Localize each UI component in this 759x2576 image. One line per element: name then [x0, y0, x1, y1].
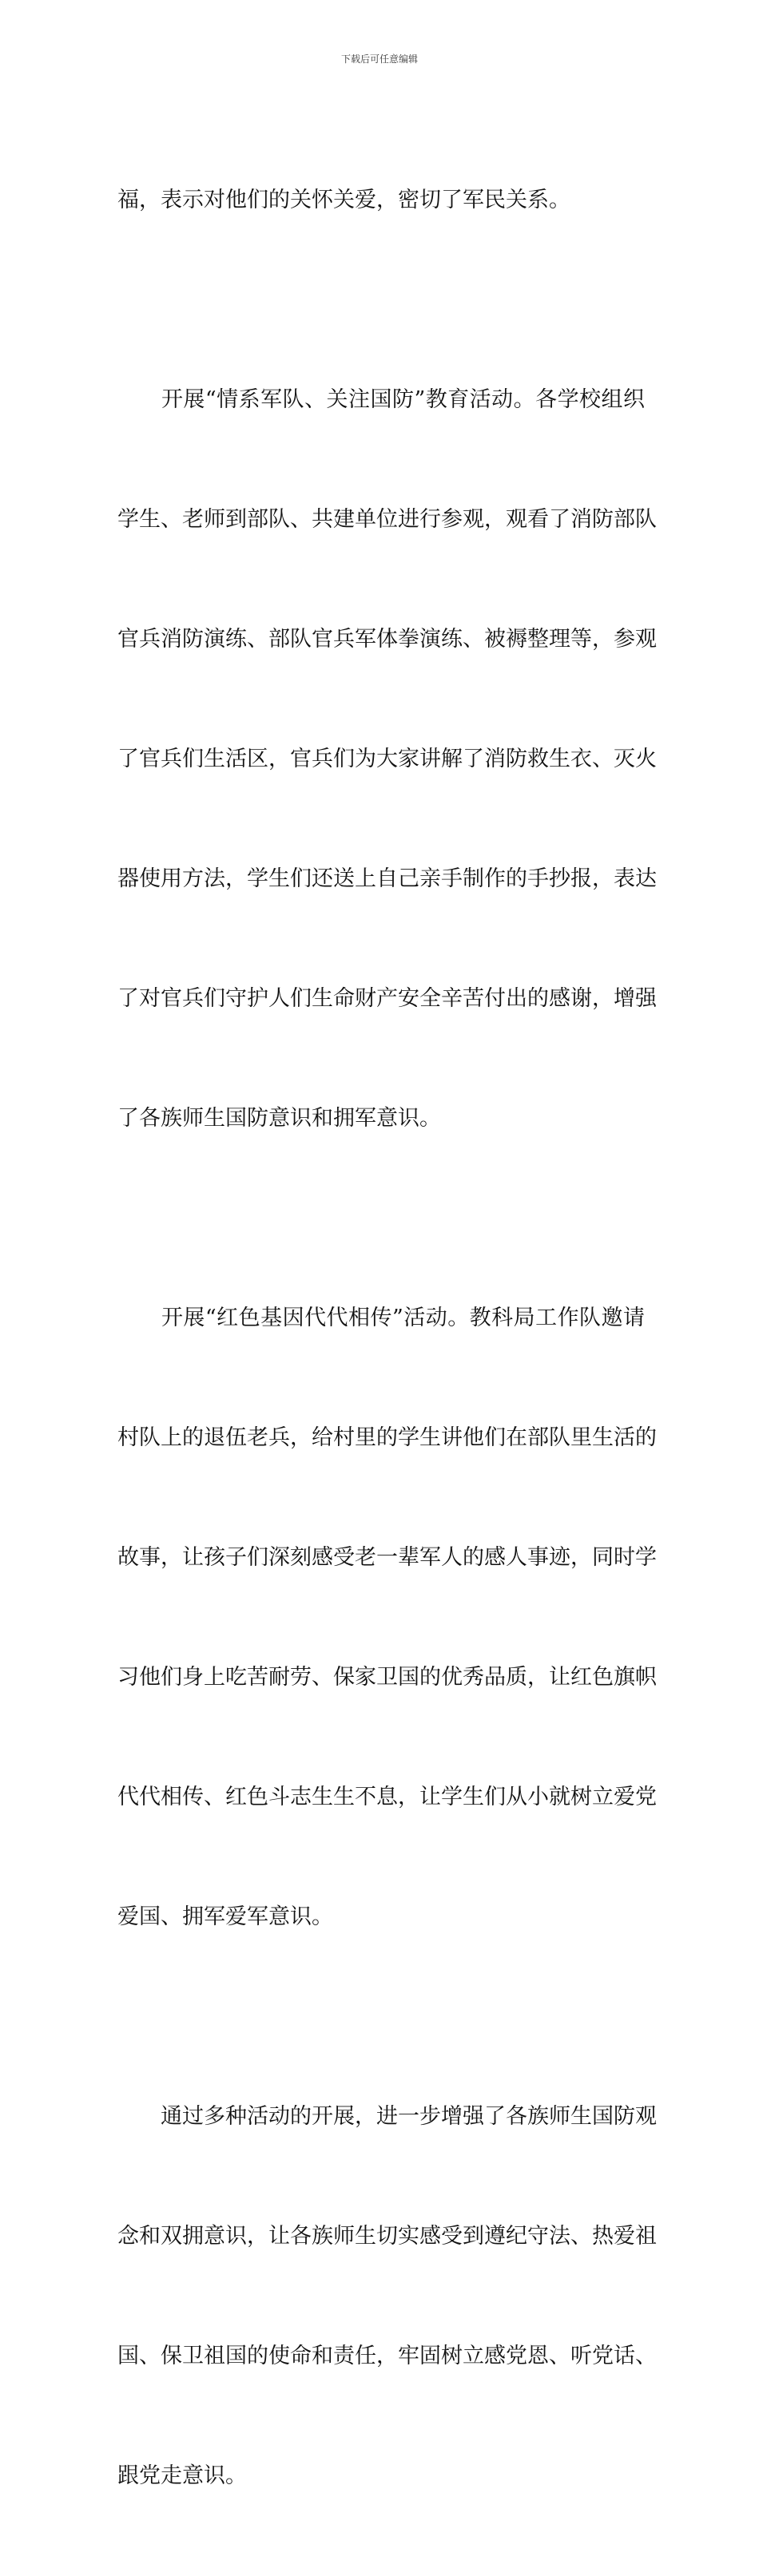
text-line: 爱国、拥军爱军意识。: [117, 1904, 333, 1929]
text-line: 器使用方法，学生们还送上自己亲手制作的手抄报，表达: [117, 866, 657, 891]
text-line: 村队上的退伍老兵，给村里的学生讲他们在部队里生活的: [117, 1425, 657, 1450]
text-line: 了官兵们生活区，官兵们为大家讲解了消防救生衣、灭火: [117, 747, 657, 771]
paragraph-2: [117, 300, 657, 1219]
page-header: 下载后可任意编辑: [340, 54, 418, 65]
text-line: 了各族师生国防意识和拥军意识。: [117, 1106, 441, 1131]
text-line: 通过多种活动的开展，进一步增强了各族师生国防观: [117, 2104, 657, 2129]
text-line: 开展“情系军队、关注国防”教育活动。各学校组织: [117, 387, 645, 412]
text-line: 习他们身上吃苦耐劳、保家卫国的优秀品质，让红色旗帜: [117, 1665, 657, 1690]
text-line: 跟党走意识。: [117, 2463, 247, 2488]
paragraph-4: [117, 2017, 657, 2576]
paragraph-1: [117, 101, 645, 300]
document-body: [117, 101, 657, 2576]
text-line: 代代相传、红色斗志生生不息，让学生们从小就树立爱党: [117, 1785, 657, 1809]
text-line: 福，表示对他们的关怀关爱，密切了军民关系。: [117, 188, 570, 212]
text-line: 了对官兵们守护人们生命财产安全辛苦付出的感谢，增强: [117, 986, 657, 1011]
text-line: 开展“红色基因代代相传”活动。教科局工作队邀请: [117, 1306, 645, 1330]
text-line: 学生、老师到部队、共建单位进行参观，观看了消防部队: [117, 507, 657, 532]
text-line: 故事，让孩子们深刻感受老一辈军人的感人事迹，同时学: [117, 1545, 657, 1570]
text-line: 念和双拥意识，让各族师生切实感受到遵纪守法、热爱祖: [117, 2224, 657, 2249]
paragraph-3: [117, 1219, 657, 2017]
text-line: 国、保卫祖国的使命和责任，牢固树立感党恩、听党话、: [117, 2344, 657, 2368]
text-line: 官兵消防演练、部队官兵军体拳演练、被褥整理等，参观: [117, 627, 657, 652]
